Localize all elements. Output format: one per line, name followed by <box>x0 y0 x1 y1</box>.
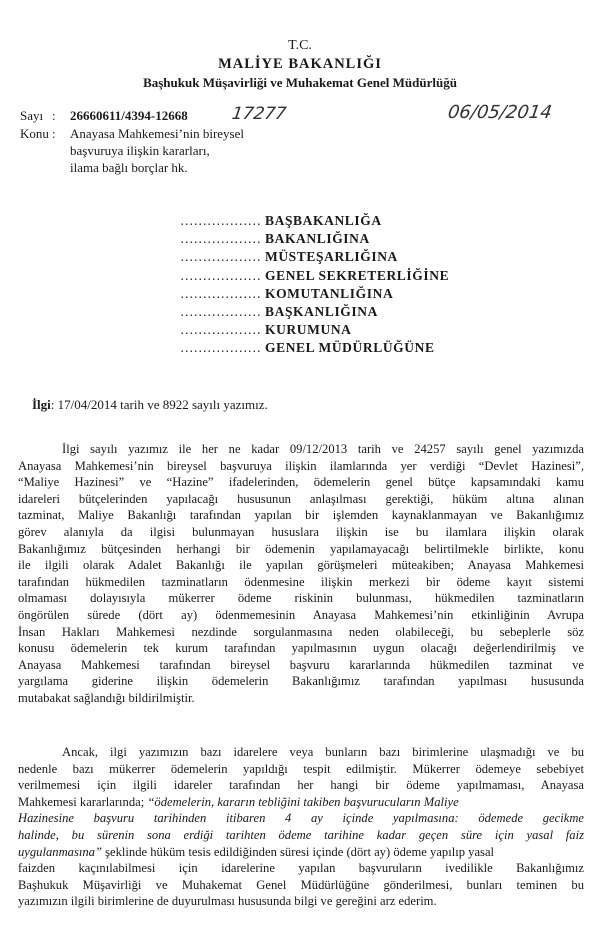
addressee-4 <box>180 268 449 284</box>
konu-line-2: başvuruya ilişkin kararları, <box>70 143 210 158</box>
addressee-8 <box>180 340 435 356</box>
addressee-text: GENEL MÜDÜRLÜĞÜNE <box>264 340 435 355</box>
p1-line: tazminat, Maliye Bakanlığı tarafından yapılan bir işlemden kaynaklanmayan ve Bakanlığımız <box>18 508 584 523</box>
sayi-label: Sayı <box>20 108 44 123</box>
konu-row <box>20 126 244 142</box>
addressee-text: BAKANLIĞINA <box>264 231 370 246</box>
ilgi-line <box>32 397 268 413</box>
addressee-2 <box>180 231 370 247</box>
p1-line: olmaması dolayısıyla mükerrer ödeme riskinin bulunması, hükmedilen tazminatların <box>18 591 584 606</box>
p2-line: nedenle bazı mükerrer ödemelerin yapıldığı tespit edilmiştir. Mükerrer ödemeye sebebiyet <box>18 761 584 776</box>
p1-line: Anayasa Mahkemesi tarafından bireysel başvuru kararlarında hükmedilen tazminat ve <box>18 657 584 672</box>
konu-line-1: Anayasa Mahkemesi’nin bireysel <box>70 126 245 141</box>
sayi-value: 26660611/4394-12668 <box>70 108 188 123</box>
addressee-dots: ……………… <box>180 268 261 283</box>
konu-label: Konu <box>20 126 49 141</box>
addressee-dots: ……………… <box>180 286 261 301</box>
addressee-text: KOMUTANLIĞINA <box>264 286 394 301</box>
p1-line: tarafından hükmedilen tazminatların ödenmesine ilişkin merkezi bir ödeme kayıt sistemi <box>18 574 584 589</box>
p1-line: görev alanıyla da ilgisi bulunmayan hususlara ilişkin ise bu ilamlara ilişkin olarak <box>18 524 584 539</box>
p1-line: Bakanlığımız bütçesinden herhangi bir ödemenin yapılamayacağı belirtilmekle birlikte, konu <box>18 541 584 556</box>
p1-line: Anayasa Mahkemesi’nin bireysel başvuruya ilişkin ilamlarında yer verdiği “Devlet Hazinesi”, <box>18 458 584 473</box>
addressee-6 <box>180 304 378 320</box>
p2-text: Mahkemesi kararlarında; <box>18 794 145 809</box>
handwritten-date: 06/05/2014 <box>446 102 554 123</box>
addressee-dots: ……………… <box>180 213 261 228</box>
p1-line: konusu ödemelerin tek kurum tarafından yapılmasının uygun olacağı değerlendirilmiş ve <box>18 641 584 656</box>
ilgi-label: İlgi <box>32 397 51 412</box>
p2-quote: uygulanmasına” <box>18 844 102 859</box>
p2-line: verilmemesi için ilgili idareler tarafından her hangi bir ödeme yapılmaması, Anayasa <box>18 778 584 793</box>
department-title: Başhukuk Müşavirliği ve Muhakemat Genel Müdürlüğü <box>143 75 457 90</box>
konu-colon: : <box>52 126 56 141</box>
header-tc: T.C. <box>288 38 312 53</box>
paragraph-2 <box>18 744 584 910</box>
p2-line: Başhukuk Müşavirliği ve Muhakemat Genel Müdürlüğüne gönderilmesi, bunları teminen bu <box>18 877 584 892</box>
addressee-text: BAŞBAKANLIĞA <box>264 213 382 228</box>
p1-line: yargılama giderine ilişkin ödemelerin Bakanlığımız tarafından yapılması hususunda <box>18 674 584 689</box>
sayi-colon: : <box>52 108 56 123</box>
ministry-title: MALİYE BAKANLIĞI <box>218 56 382 72</box>
paragraph-1 <box>18 441 584 707</box>
addressee-text: KURUMUNA <box>264 322 352 337</box>
p1-line: mutabakat sağlandığı bildirilmiştir. <box>18 690 195 705</box>
addressee-dots: ……………… <box>180 322 261 337</box>
p2-text: şeklinde hüküm tesis edildiğinden süresi içinde (dört ay) ödeme yapılıp yasal <box>101 844 495 859</box>
handwritten-number: 17277 <box>230 104 288 124</box>
p1-line: “Maliye Hazinesi” ve “Hazine” ifadelerinden, ödemelerin genel bütçe kapsamındaki kamu <box>18 475 584 490</box>
addressee-text: MÜSTEŞARLIĞINA <box>264 249 398 264</box>
p2-line <box>18 794 584 811</box>
addressee-dots: ……………… <box>180 249 261 264</box>
addressee-3 <box>180 249 398 265</box>
p2-line <box>18 810 584 827</box>
addressee-dots: ……………… <box>180 340 261 355</box>
ilgi-text: : 17/04/2014 tarih ve 8922 sayılı yazımız. <box>50 397 268 412</box>
p2-quote: “ödemelerin, kararın tebliğini takiben başvurucuların Maliye <box>147 794 459 809</box>
p2-line: faizden kaçınılabilmesi için idarelerine yapılan başvuruların ivedilikle Bakanlığımız <box>18 861 584 876</box>
p2-quote: Hazinesine başvuru tarihinden itibaren 4 ay içinde yapılmasına: ödemede gecikme <box>18 811 584 826</box>
addressee-text: BAŞKANLIĞINA <box>264 304 378 319</box>
addressee-1 <box>180 213 382 229</box>
p2-line: yazımızın ilgili birimlerine de duyurulması hususunda bilgi ve gereğini arz ederim. <box>18 894 437 909</box>
konu-line-3: ilama bağlı borçlar hk. <box>70 160 188 175</box>
p2-quote: halinde, bu sürenin sona erdiği tarihten ödeme tarihine kadar geçen süre için yasal faiz <box>18 827 584 842</box>
p1-line: İlgi sayılı yazımız ile her ne kadar 09/12/2013 tarih ve 24257 sayılı genel yazımızda <box>62 442 584 456</box>
p1-line: öngörülen sürede (dört ay) ödenmemesinin Anayasa Mahkemesi’nin etkinliğinin Avrupa <box>18 607 584 622</box>
sayi-row <box>20 108 188 124</box>
p2-line <box>18 827 584 844</box>
addressee-dots: ……………… <box>180 231 261 246</box>
p2-line <box>18 844 584 861</box>
p2-line: Ancak, ilgi yazımızın bazı idarelere veya bunların bazı birimlerine ulaşmadığı ve bu <box>62 745 584 759</box>
addressee-text: GENEL SEKRETERLİĞİNE <box>264 268 450 283</box>
p1-line: ile ilgili olarak Adalet Bakanlığı ile yapılan görüşmeleri müteakiben; Anayasa Mahkemesi <box>18 558 584 573</box>
addressee-7 <box>180 322 352 338</box>
addressee-dots: ……………… <box>180 304 261 319</box>
addressee-5 <box>180 286 393 302</box>
p1-line: idareleri bütçelerinden yapılacağı hususunun anlaşılması gerektiği, hüküm altına alınan <box>18 491 584 506</box>
p1-line: İnsan Hakları Mahkemesi nezdinde sorgulanmasına neden olabileceği, bu sebeplerle söz <box>18 624 584 639</box>
